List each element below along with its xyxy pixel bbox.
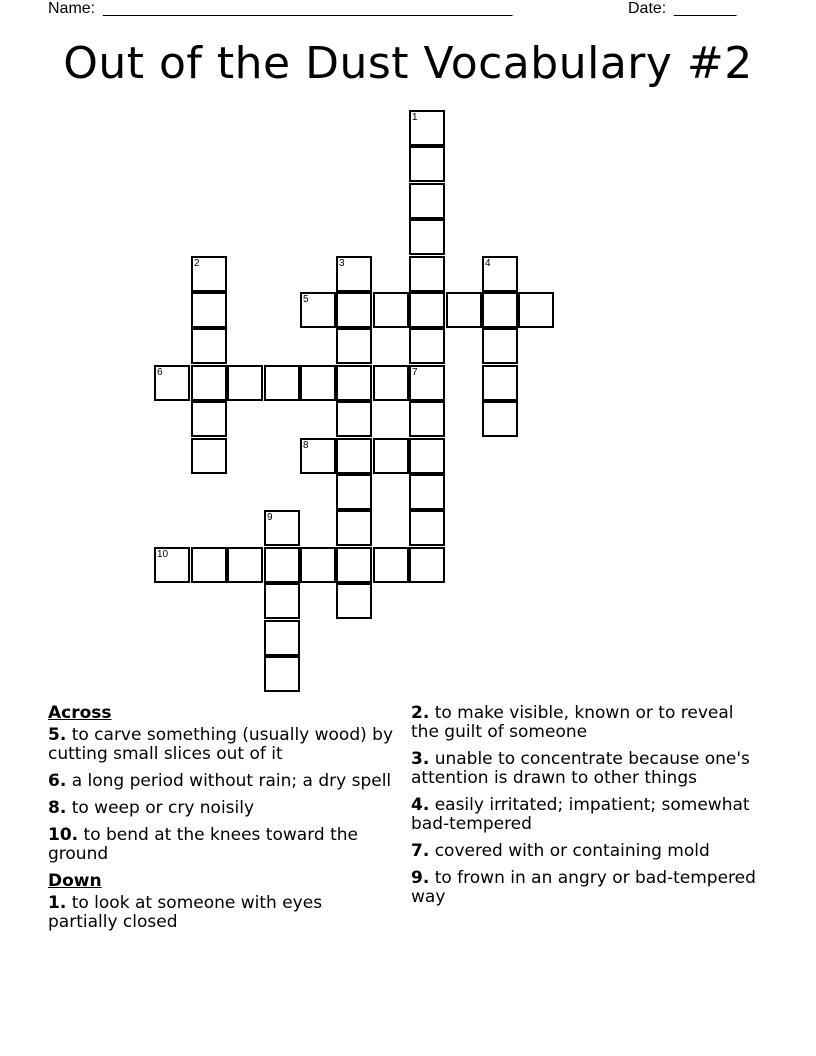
date-label: Date: [628, 0, 667, 17]
grid-cell[interactable] [264, 620, 300, 656]
cell-number: 8 [303, 440, 309, 451]
grid-cell[interactable] [482, 401, 518, 437]
grid-cell[interactable] [300, 365, 336, 401]
cell-number: 6 [157, 367, 163, 378]
grid-cell[interactable] [373, 365, 409, 401]
grid-cell[interactable] [409, 110, 445, 146]
grid-cell[interactable] [446, 292, 482, 328]
grid-cell[interactable] [191, 547, 227, 583]
grid-cell[interactable] [336, 438, 372, 474]
grid-cell[interactable] [336, 328, 372, 364]
clue-down-9: 9. to frown in an angry or bad-tempered way [411, 868, 756, 907]
cell-number: 1 [412, 112, 418, 123]
clue-down-3: 3. unable to concentrate because one's attention is drawn to other things [411, 749, 750, 788]
grid-cell[interactable] [409, 365, 445, 401]
clue-across-5: 5. to carve something (usually wood) by cutting small slices out of it [48, 725, 394, 764]
clue-across-10: 10. to bend at the knees toward the ground [48, 825, 358, 864]
name-field[interactable]: ______________________________________________ [103, 0, 513, 17]
cell-number: 2 [194, 258, 200, 269]
grid-cell[interactable] [409, 510, 445, 546]
grid-cell[interactable] [336, 583, 372, 619]
grid-cell[interactable] [336, 365, 372, 401]
grid-cell[interactable] [409, 292, 445, 328]
grid-cell[interactable] [336, 256, 372, 292]
grid-cell[interactable] [409, 438, 445, 474]
grid-cell[interactable] [373, 438, 409, 474]
date-field[interactable]: _______ [674, 0, 737, 17]
grid-cell[interactable] [409, 219, 445, 255]
grid-cell[interactable] [409, 183, 445, 219]
grid-cell[interactable] [154, 547, 190, 583]
grid-cell[interactable] [336, 401, 372, 437]
grid-cell[interactable] [518, 292, 554, 328]
grid-cell[interactable] [264, 547, 300, 583]
grid-cell[interactable] [409, 256, 445, 292]
grid-cell[interactable] [191, 438, 227, 474]
clue-down-7: 7. covered with or containing mold [411, 841, 710, 861]
across-heading: Across [48, 703, 112, 723]
grid-cell[interactable] [482, 365, 518, 401]
clue-across-6: 6. a long period without rain; a dry spell [48, 771, 392, 791]
grid-cell[interactable] [154, 365, 190, 401]
grid-cell[interactable] [336, 510, 372, 546]
grid-cell[interactable] [409, 328, 445, 364]
cell-number: 10 [157, 549, 169, 560]
cell-number: 4 [485, 258, 491, 269]
grid-cell[interactable] [336, 292, 372, 328]
cell-number: 7 [412, 367, 418, 378]
grid-cell[interactable] [264, 656, 300, 692]
clue-across-8: 8. to weep or cry noisily [48, 798, 255, 818]
grid-cell[interactable] [373, 547, 409, 583]
grid-cell[interactable] [264, 510, 300, 546]
grid-cell[interactable] [300, 547, 336, 583]
grid-cell[interactable] [227, 547, 263, 583]
grid-cell[interactable] [409, 146, 445, 182]
grid-cell[interactable] [191, 328, 227, 364]
grid-cell[interactable] [264, 583, 300, 619]
clue-down-1: 1. to look at someone with eyes partially closed [48, 893, 323, 932]
grid-cell[interactable] [482, 328, 518, 364]
grid-cell[interactable] [300, 292, 336, 328]
grid-cell[interactable] [227, 365, 263, 401]
grid-cell[interactable] [191, 256, 227, 292]
clue-down-2: 2. to make visible, known or to reveal the guilt of someone [411, 703, 734, 742]
cell-number: 3 [339, 258, 345, 269]
grid-cell[interactable] [264, 365, 300, 401]
grid-cell[interactable] [373, 292, 409, 328]
grid-cell[interactable] [409, 401, 445, 437]
grid-cell[interactable] [336, 547, 372, 583]
cell-number: 9 [267, 512, 273, 523]
cell-number: 5 [303, 294, 309, 305]
name-label: Name: [48, 0, 96, 17]
down-heading: Down [48, 871, 102, 891]
clues-left-column [48, 704, 393, 940]
clue-down-4: 4. easily irritated; impatient; somewhat bad-tempered [411, 795, 750, 834]
page-title: Out of the Dust Vocabulary #2 [63, 38, 753, 89]
grid-cell[interactable] [482, 256, 518, 292]
grid-cell[interactable] [191, 292, 227, 328]
grid-cell[interactable] [482, 292, 518, 328]
grid-cell[interactable] [191, 365, 227, 401]
grid-cell[interactable] [409, 547, 445, 583]
grid-cell[interactable] [336, 474, 372, 510]
grid-cell[interactable] [191, 401, 227, 437]
grid-cell[interactable] [300, 438, 336, 474]
clues-right-column [411, 704, 756, 915]
grid-cell[interactable] [409, 474, 445, 510]
